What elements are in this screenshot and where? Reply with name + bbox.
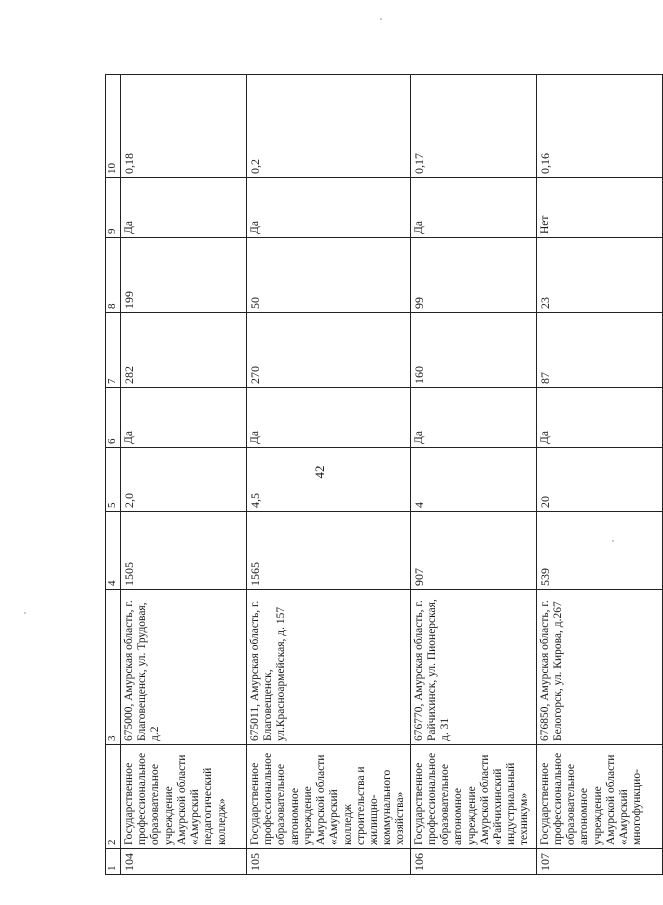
table-cell: 87 [536,313,662,388]
institution-name: Государственное профессиональное образовательное автономное учреждение Амурской области «Амурский колледж строительства и жилищно-коммунального хозяйства» [247,745,411,849]
table-cell: 1565 [247,512,411,590]
header-row [106,75,121,875]
table-cell: 0,16 [536,75,662,178]
scan-speck [24,612,26,614]
table-cell: 50 [247,238,411,313]
institution-name: Государственное профессиональное образовательное автономное учреждение Амурской области «Райчихинский индустриальный техникум» [410,745,536,849]
table-cell: 23 [536,238,662,313]
row-number: 105 [247,849,411,875]
scan-speck [380,18,382,20]
table-cell: 4 [410,448,536,512]
institution-address: 676850, Амурская область, г. Белогорск, ул. Кирова, д.267 [536,590,662,745]
page-number: 42 [312,465,327,479]
column-header: 10 [106,75,121,178]
column-header: 8 [106,238,121,313]
table-row [410,75,536,875]
table-cell: 2,0 [121,448,247,512]
table-cell: 4,5 [247,448,411,512]
column-header: 1 [106,849,121,875]
table-cell: 907 [410,512,536,590]
rotated-table-wrapper [105,75,644,875]
column-header: 6 [106,388,121,448]
column-header: 9 [106,178,121,238]
scan-speck [612,540,614,542]
institution-name: Государственное профессиональное образовательное учреждение Амурской области «Амурский педагогический колледж» [121,745,247,849]
institution-address: 676770, Амурская область, г. Райчихинск, ул. Пионерская, д. 31 [410,590,536,745]
table-cell: 0,2 [247,75,411,178]
table-cell: Да [247,178,411,238]
table-cell: 20 [536,448,662,512]
institution-address: 675000, Амурская область, г. Благовещенск, ул. Трудовая, д.2 [121,590,247,745]
table-row [247,75,411,875]
column-header: 4 [106,512,121,590]
institution-address: 675011, Амурская область, г. Благовещенск, ул.Красноармейская, д. 157 [247,590,411,745]
table-row [536,75,662,875]
table-cell: Да [121,178,247,238]
table-cell: Да [247,388,411,448]
table-cell: Да [536,388,662,448]
institutions-table [105,74,663,875]
table-row [121,75,247,875]
table-cell: 1505 [121,512,247,590]
table-cell: Да [410,388,536,448]
table-cell: Да [121,388,247,448]
column-header: 3 [106,590,121,745]
column-header: 7 [106,313,121,388]
row-number: 106 [410,849,536,875]
institution-name: Государственное профессиональное образовательное автономное учреждение Амурской области «Амурский многофункцио- [536,745,662,849]
table-cell: 0,17 [410,75,536,178]
table-cell: 0,18 [121,75,247,178]
table-cell: 270 [247,313,411,388]
table-cell: 539 [536,512,662,590]
table-cell: 160 [410,313,536,388]
table-cell: 282 [121,313,247,388]
row-number: 107 [536,849,662,875]
table-cell: Нет [536,178,662,238]
table-cell: Да [410,178,536,238]
row-number: 104 [121,849,247,875]
table-cell: 199 [121,238,247,313]
table-cell: 99 [410,238,536,313]
column-header: 5 [106,448,121,512]
column-header: 2 [106,745,121,849]
